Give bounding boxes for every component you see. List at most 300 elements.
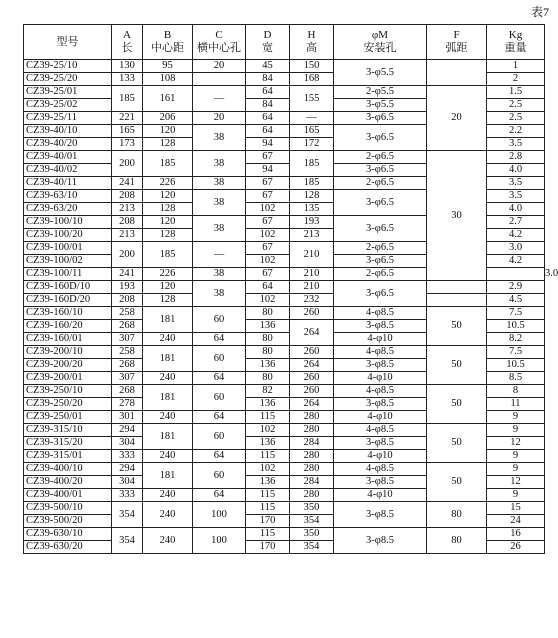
spec-table xyxy=(23,24,558,554)
cell-c: 60 xyxy=(193,307,246,333)
cell-a: 268 xyxy=(112,359,143,372)
cell-m: 4-φ10 xyxy=(334,489,427,502)
cell-a: 304 xyxy=(112,437,143,450)
cell-h: — xyxy=(290,112,334,125)
cell-b: 181 xyxy=(143,385,193,411)
cell-kg: 1.5 xyxy=(487,86,545,99)
cell-m: 2-φ6.5 xyxy=(334,151,427,164)
cell-kg: 3.5 xyxy=(487,138,545,151)
cell-kg: 9 xyxy=(487,489,545,502)
table-body xyxy=(24,60,558,554)
cell-a: 173 xyxy=(112,138,143,151)
cell-d: 67 xyxy=(246,177,290,190)
cell-b: 181 xyxy=(143,307,193,333)
cell-b: 226 xyxy=(143,177,193,190)
cell-kg: 4.2 xyxy=(487,255,545,268)
cell-h: 354 xyxy=(290,541,334,554)
cell-model: CZ39-250/20 xyxy=(24,398,112,411)
cell-f: 30 xyxy=(427,151,487,281)
cell-b: 240 xyxy=(143,489,193,502)
cell-model: CZ39-200/01 xyxy=(24,372,112,385)
cell-m: 4-φ8.5 xyxy=(334,346,427,359)
cell-d: 102 xyxy=(246,463,290,476)
cell-c: 60 xyxy=(193,385,246,411)
cell-c: 60 xyxy=(193,346,246,372)
cell-c: 60 xyxy=(193,463,246,489)
cell-c: 60 xyxy=(193,424,246,450)
cell-h: 232 xyxy=(290,294,334,307)
cell-h: 213 xyxy=(290,229,334,242)
cell-d: 136 xyxy=(246,359,290,372)
cell-d: 115 xyxy=(246,411,290,424)
cell-model: CZ39-100/02 xyxy=(24,255,112,268)
cell-kg: 4.0 xyxy=(487,164,545,177)
cell-kg: 26 xyxy=(487,541,545,554)
cell-b: 240 xyxy=(143,502,193,528)
cell-d: 84 xyxy=(246,99,290,112)
cell-m: 3-φ8.5 xyxy=(334,398,427,411)
table-row: CZ39-100/11 241 226 38 67 210 2-φ6.5 3.0 xyxy=(24,268,545,281)
cell-model: CZ39-40/01 xyxy=(24,151,112,164)
cell-d: 82 xyxy=(246,385,290,398)
cell-kg: 4.2 xyxy=(487,229,545,242)
cell-model: CZ39-160/01 xyxy=(24,333,112,346)
cell-d: 80 xyxy=(246,346,290,359)
cell-m: 4-φ10 xyxy=(334,333,427,346)
cell-d: 115 xyxy=(246,502,290,515)
cell-m: 4-φ8.5 xyxy=(334,463,427,476)
table-row xyxy=(24,346,545,359)
cell-d: 136 xyxy=(246,437,290,450)
header-h: H 高 xyxy=(290,25,334,60)
cell-b: 128 xyxy=(143,294,193,307)
cell-model: CZ39-63/20 xyxy=(24,203,112,216)
cell-f xyxy=(487,268,545,281)
cell-model: CZ39-40/11 xyxy=(24,177,112,190)
cell-d: 102 xyxy=(246,203,290,216)
cell-kg: 2 xyxy=(487,73,545,86)
cell-h: 128 xyxy=(290,190,334,203)
cell-b: 128 xyxy=(143,138,193,151)
cell-b: 185 xyxy=(143,151,193,177)
cell-model: CZ39-250/10 xyxy=(24,385,112,398)
cell-m: 2-φ6.5 xyxy=(334,177,427,190)
cell-kg: 10.5 xyxy=(487,320,545,333)
cell-b: 95 xyxy=(143,60,193,73)
cell-kg: 12 xyxy=(487,437,545,450)
cell-h: 280 xyxy=(290,411,334,424)
cell-d: 84 xyxy=(246,73,290,86)
cell-kg: 8 xyxy=(487,385,545,398)
cell-a: 133 xyxy=(112,73,143,86)
cell-kg: 9 xyxy=(487,450,545,463)
cell-model: CZ39-200/10 xyxy=(24,346,112,359)
cell-m: 4-φ10 xyxy=(334,411,427,424)
cell-d: 102 xyxy=(246,255,290,268)
cell-model: CZ39-40/02 xyxy=(24,164,112,177)
cell-a: 241 xyxy=(112,268,143,281)
cell-a: 200 xyxy=(112,242,143,268)
cell-b: 226 xyxy=(143,268,193,281)
cell-kg: 2.2 xyxy=(487,125,545,138)
cell-a: 307 xyxy=(112,372,143,385)
cell-model: CZ39-25/11 xyxy=(24,112,112,125)
cell-d: 64 xyxy=(246,281,290,294)
cell-c xyxy=(193,73,246,86)
cell-c: 38 xyxy=(193,281,246,307)
cell-h: 350 xyxy=(290,528,334,541)
cell-model: CZ39-315/10 xyxy=(24,424,112,437)
cell-d: 67 xyxy=(246,216,290,229)
cell-m: 3-φ6.5 xyxy=(334,190,427,216)
cell-h: 260 xyxy=(290,346,334,359)
cell-a: 304 xyxy=(112,476,143,489)
cell-d: 64 xyxy=(246,125,290,138)
cell-d: 136 xyxy=(246,320,290,333)
cell-model: CZ39-25/01 xyxy=(24,86,112,99)
cell-kg: 10.5 xyxy=(487,359,545,372)
cell-h: 210 xyxy=(290,242,334,268)
cell-model: CZ39-160D/20 xyxy=(24,294,112,307)
cell-f: 50 xyxy=(427,385,487,424)
cell-h: 172 xyxy=(290,138,334,151)
cell-c: — xyxy=(193,86,246,112)
cell-model: CZ39-400/01 xyxy=(24,489,112,502)
cell-d: 170 xyxy=(246,515,290,528)
header-c: C 横中心孔 xyxy=(193,25,246,60)
cell-model: CZ39-250/01 xyxy=(24,411,112,424)
cell-a: 294 xyxy=(112,424,143,437)
table-row xyxy=(24,294,545,307)
cell-m: 3-φ5.5 xyxy=(334,60,427,86)
cell-kg: 16 xyxy=(487,528,545,541)
cell-b: 120 xyxy=(143,216,193,229)
cell-h: 264 xyxy=(290,398,334,411)
cell-d: 94 xyxy=(246,138,290,151)
cell-d: 102 xyxy=(246,294,290,307)
table-row xyxy=(24,60,545,73)
cell-kg: 24 xyxy=(487,515,545,528)
cell-h: 350 xyxy=(290,502,334,515)
cell-m: 3-φ6.5 xyxy=(334,112,427,125)
table-row xyxy=(24,151,545,164)
cell-h: 284 xyxy=(290,476,334,489)
cell-kg: 11 xyxy=(487,398,545,411)
cell-d: 80 xyxy=(246,372,290,385)
cell-kg: 9 xyxy=(487,463,545,476)
cell-b: 240 xyxy=(143,372,193,385)
cell-h: 210 xyxy=(290,268,334,281)
header-row xyxy=(24,25,545,60)
cell-d: 67 xyxy=(246,242,290,255)
cell-d: 102 xyxy=(246,424,290,437)
cell-model: CZ39-100/10 xyxy=(24,216,112,229)
cell-model: CZ39-160/20 xyxy=(24,320,112,333)
cell-model: CZ39-630/10 xyxy=(24,528,112,541)
cell-f xyxy=(427,294,487,307)
cell-model: CZ39-400/20 xyxy=(24,476,112,489)
cell-c: 64 xyxy=(193,450,246,463)
cell-model: CZ39-40/10 xyxy=(24,125,112,138)
cell-d: 67 xyxy=(246,151,290,164)
cell-kg: 12 xyxy=(487,476,545,489)
cell-h: 185 xyxy=(290,177,334,190)
cell-d: 136 xyxy=(246,476,290,489)
cell-m: 3-φ6.5 xyxy=(334,216,427,242)
cell-c: 100 xyxy=(193,502,246,528)
cell-m: 2-φ6.5 xyxy=(334,268,427,281)
header-f: F 弧距 xyxy=(427,25,487,60)
cell-kg: 3.5 xyxy=(487,177,545,190)
cell-f: 80 xyxy=(427,502,487,528)
cell-d: 64 xyxy=(246,86,290,99)
cell-f: 50 xyxy=(427,307,487,346)
cell-model: CZ39-25/02 xyxy=(24,99,112,112)
cell-h: 168 xyxy=(290,73,334,86)
cell-b: 240 xyxy=(143,528,193,554)
cell-c: 38 xyxy=(193,177,246,190)
cell-model: CZ39-500/20 xyxy=(24,515,112,528)
cell-h: 264 xyxy=(290,320,334,346)
cell-kg: 3.0 xyxy=(487,242,545,255)
cell-m: 3-φ8.5 xyxy=(334,502,427,528)
cell-c: 64 xyxy=(193,333,246,346)
cell-kg: 7.5 xyxy=(487,307,545,320)
cell-a: 278 xyxy=(112,398,143,411)
cell-h: 280 xyxy=(290,489,334,502)
cell-b: 240 xyxy=(143,450,193,463)
cell-kg: 7.5 xyxy=(487,346,545,359)
cell-model: CZ39-200/20 xyxy=(24,359,112,372)
cell-a: 208 xyxy=(112,190,143,203)
cell-a: 333 xyxy=(112,450,143,463)
cell-kg: 2.8 xyxy=(487,151,545,164)
cell-h: 280 xyxy=(290,450,334,463)
cell-b: 185 xyxy=(143,242,193,268)
cell-f: 80 xyxy=(427,528,487,554)
cell-a: 258 xyxy=(112,346,143,359)
cell-c: 64 xyxy=(193,489,246,502)
cell-h: 280 xyxy=(290,463,334,476)
cell-model: CZ39-400/10 xyxy=(24,463,112,476)
cell-kg: 4.5 xyxy=(487,294,545,307)
cell-a: 301 xyxy=(112,411,143,424)
cell-h: 135 xyxy=(290,203,334,216)
header-m: φM 安装孔 xyxy=(334,25,427,60)
cell-f xyxy=(427,60,487,86)
cell-f xyxy=(427,281,487,294)
cell-h: 260 xyxy=(290,307,334,320)
cell-c: — xyxy=(193,242,246,268)
cell-d: 94 xyxy=(246,164,290,177)
cell-a: 165 xyxy=(112,125,143,138)
table-row xyxy=(24,385,545,398)
table-row xyxy=(24,463,545,476)
cell-a: 193 xyxy=(112,281,143,294)
cell-a: 268 xyxy=(112,320,143,333)
cell-m: 3-φ6.5 xyxy=(334,281,427,307)
cell-model: CZ39-63/10 xyxy=(24,190,112,203)
cell-kg: 1 xyxy=(487,60,545,73)
cell-b: 181 xyxy=(143,463,193,489)
cell-a: 213 xyxy=(112,229,143,242)
cell-b: 128 xyxy=(143,229,193,242)
cell-b: 240 xyxy=(143,411,193,424)
table-label: 表7 xyxy=(530,5,549,19)
cell-d: 64 xyxy=(246,112,290,125)
cell-c: 38 xyxy=(193,125,246,151)
cell-b: 161 xyxy=(143,86,193,112)
cell-c: 38 xyxy=(193,151,246,177)
cell-m: 3-φ8.5 xyxy=(334,359,427,372)
cell-m: 3-φ6.5 xyxy=(334,255,427,268)
cell-m: 4-φ8.5 xyxy=(334,424,427,437)
cell-b: 120 xyxy=(143,281,193,294)
cell-model: CZ39-160D/10 xyxy=(24,281,112,294)
cell-a: 208 xyxy=(112,216,143,229)
table-row xyxy=(24,424,545,437)
cell-kg: 9 xyxy=(487,424,545,437)
cell-m: 4-φ8.5 xyxy=(334,385,427,398)
cell-h: 150 xyxy=(290,60,334,73)
cell-a: 185 xyxy=(112,86,143,112)
cell-a: 307 xyxy=(112,333,143,346)
cell-b: 120 xyxy=(143,125,193,138)
table-row xyxy=(24,307,545,320)
cell-a: 221 xyxy=(112,112,143,125)
cell-model: CZ39-500/10 xyxy=(24,502,112,515)
cell-kg: 2.9 xyxy=(487,281,545,294)
cell-c: 38 xyxy=(193,216,246,242)
cell-kg: 2.7 xyxy=(487,216,545,229)
cell-c: 38 xyxy=(193,190,246,216)
cell-m: 4-φ10 xyxy=(334,450,427,463)
cell-d: 45 xyxy=(246,60,290,73)
table-row xyxy=(24,502,545,515)
cell-h: 284 xyxy=(290,437,334,450)
cell-m: 4-φ10 xyxy=(334,372,427,385)
cell-model: CZ39-25/20 xyxy=(24,73,112,86)
cell-model: CZ39-630/20 xyxy=(24,541,112,554)
table-row xyxy=(24,281,545,294)
cell-m: 3-φ8.5 xyxy=(334,437,427,450)
cell-model: CZ39-100/11 xyxy=(24,268,112,281)
cell-m: 3-φ8.5 xyxy=(334,528,427,554)
header-a: A 长 xyxy=(112,25,143,60)
cell-h: 260 xyxy=(290,385,334,398)
cell-c: 20 xyxy=(193,60,246,73)
cell-kg: 9 xyxy=(487,411,545,424)
cell-kg: 2.5 xyxy=(487,112,545,125)
cell-h: 354 xyxy=(290,515,334,528)
table-row xyxy=(24,86,545,99)
header-kg: Kg 重量 xyxy=(487,25,545,60)
cell-a: 130 xyxy=(112,60,143,73)
cell-b: 181 xyxy=(143,346,193,372)
cell-c: 20 xyxy=(193,112,246,125)
cell-h: 155 xyxy=(290,86,334,112)
cell-kg: 15 xyxy=(487,502,545,515)
cell-m: 2-φ6.5 xyxy=(334,242,427,255)
table-row xyxy=(24,528,545,541)
cell-c: 100 xyxy=(193,528,246,554)
cell-f: 50 xyxy=(427,463,487,502)
cell-a: 354 xyxy=(112,528,143,554)
cell-c: 38 xyxy=(193,268,246,281)
cell-m: 3-φ6.5 xyxy=(334,125,427,151)
cell-b: 128 xyxy=(143,203,193,216)
cell-h: 280 xyxy=(290,424,334,437)
cell-b: 181 xyxy=(143,424,193,450)
header-d: D 宽 xyxy=(246,25,290,60)
cell-model: CZ39-315/01 xyxy=(24,450,112,463)
cell-model: CZ39-100/01 xyxy=(24,242,112,255)
cell-b: 206 xyxy=(143,112,193,125)
cell-d: 67 xyxy=(246,190,290,203)
cell-a: 241 xyxy=(112,177,143,190)
cell-d: 67 xyxy=(246,268,290,281)
cell-m: 2-φ5.5 xyxy=(334,86,427,99)
cell-a: 333 xyxy=(112,489,143,502)
cell-h: 260 xyxy=(290,372,334,385)
cell-f: 20 xyxy=(427,86,487,151)
cell-m: 4-φ8.5 xyxy=(334,307,427,320)
header-model: 型号 xyxy=(24,25,112,60)
cell-h: 193 xyxy=(290,216,334,229)
cell-model: CZ39-315/20 xyxy=(24,437,112,450)
cell-a: 268 xyxy=(112,385,143,398)
cell-kg: 8.2 xyxy=(487,333,545,346)
cell-kg: 2.5 xyxy=(487,99,545,112)
cell-m: 3-φ8.5 xyxy=(334,320,427,333)
cell-b: 120 xyxy=(143,190,193,203)
cell-kg: 3.5 xyxy=(487,190,545,203)
cell-d: 115 xyxy=(246,528,290,541)
cell-d: 102 xyxy=(246,229,290,242)
cell-c: 64 xyxy=(193,411,246,424)
cell-a: 213 xyxy=(112,203,143,216)
cell-d: 115 xyxy=(246,450,290,463)
cell-h: 185 xyxy=(290,151,334,177)
cell-b: 108 xyxy=(143,73,193,86)
header-b: B 中心距 xyxy=(143,25,193,60)
cell-m: 3-φ8.5 xyxy=(334,476,427,489)
cell-a: 258 xyxy=(112,307,143,320)
cell-d: 80 xyxy=(246,333,290,346)
cell-h: 165 xyxy=(290,125,334,138)
cell-kg: 8.5 xyxy=(487,372,545,385)
cell-model: CZ39-160/10 xyxy=(24,307,112,320)
cell-a: 354 xyxy=(112,502,143,528)
cell-h: 210 xyxy=(290,281,334,294)
cell-h: 264 xyxy=(290,359,334,372)
cell-model: CZ39-25/10 xyxy=(24,60,112,73)
cell-f: 50 xyxy=(427,346,487,385)
cell-kg: 4.0 xyxy=(487,203,545,216)
cell-a: 200 xyxy=(112,151,143,177)
cell-m: 3-φ6.5 xyxy=(334,164,427,177)
cell-d: 170 xyxy=(246,541,290,554)
cell-d: 136 xyxy=(246,398,290,411)
cell-a: 294 xyxy=(112,463,143,476)
cell-model: CZ39-40/20 xyxy=(24,138,112,151)
cell-b: 240 xyxy=(143,333,193,346)
cell-d: 80 xyxy=(246,307,290,320)
cell-model: CZ39-100/20 xyxy=(24,229,112,242)
cell-f: 50 xyxy=(427,424,487,463)
cell-d: 115 xyxy=(246,489,290,502)
cell-m: 3-φ5.5 xyxy=(334,99,427,112)
